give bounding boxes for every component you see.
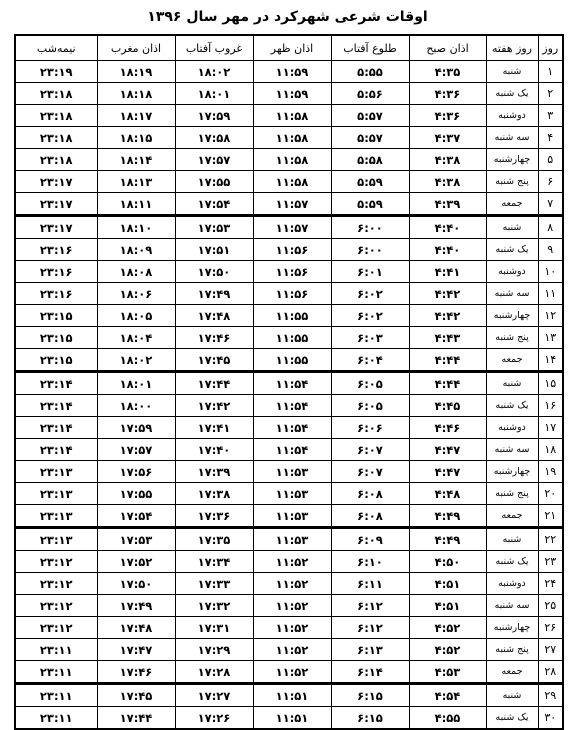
weekday-cell: یک شنبه: [486, 395, 538, 417]
sunrise-cell: ۶:۱۲: [331, 595, 409, 617]
sunset-cell: ۱۷:۵۹: [175, 105, 253, 127]
midnight-cell: ۲۳:۱۶: [15, 261, 97, 283]
weekday-cell: شنبه: [486, 528, 538, 551]
sunrise-cell: ۶:۱۴: [331, 661, 409, 684]
table-row: [15, 483, 563, 505]
dhuhr-cell: ۱۱:۵۶: [253, 239, 331, 261]
sunset-cell: ۱۷:۵۳: [175, 216, 253, 239]
midnight-cell: ۲۳:۱۱: [15, 707, 97, 730]
midnight-cell: ۲۳:۱۱: [15, 684, 97, 707]
sunrise-cell: ۶:۰۲: [331, 283, 409, 305]
fajr-cell: ۴:۳۹: [409, 193, 486, 216]
sunrise-cell: ۶:۰۰: [331, 239, 409, 261]
sunset-cell: ۱۷:۲۸: [175, 661, 253, 684]
weekday-cell: شنبه: [486, 61, 538, 83]
weekday-cell: جمعه: [486, 505, 538, 528]
sunrise-cell: ۶:۰۴: [331, 349, 409, 372]
sunrise-cell: ۶:۰۷: [331, 439, 409, 461]
sunrise-cell: ۵:۵۸: [331, 149, 409, 171]
midnight-cell: ۲۳:۱۸: [15, 105, 97, 127]
sunset-cell: ۱۷:۵۴: [175, 193, 253, 216]
weekday-cell: پنج شنبه: [486, 639, 538, 661]
weekday-cell: چهارشنبه: [486, 149, 538, 171]
sunrise-cell: ۶:۰۱: [331, 261, 409, 283]
maghrib-cell: ۱۸:۱۳: [97, 171, 175, 193]
table-row: [15, 216, 563, 239]
dhuhr-cell: ۱۱:۵۱: [253, 684, 331, 707]
sunset-cell: ۱۸:۰۱: [175, 83, 253, 105]
weekday-cell: یک شنبه: [486, 707, 538, 730]
dhuhr-cell: ۱۱:۵۴: [253, 439, 331, 461]
day-cell: ۲۰: [538, 483, 563, 505]
maghrib-cell: ۱۷:۵۲: [97, 551, 175, 573]
maghrib-cell: ۱۷:۵۴: [97, 505, 175, 528]
day-cell: ۲۸: [538, 661, 563, 684]
midnight-cell: ۲۳:۱۲: [15, 617, 97, 639]
day-cell: ۲۷: [538, 639, 563, 661]
weekday-cell: یک شنبه: [486, 83, 538, 105]
fajr-cell: ۴:۳۵: [409, 61, 486, 83]
sunset-cell: ۱۷:۳۹: [175, 461, 253, 483]
day-cell: ۱۲: [538, 305, 563, 327]
day-cell: ۲۴: [538, 573, 563, 595]
day-cell: ۲۱: [538, 505, 563, 528]
sunset-cell: ۱۸:۰۲: [175, 61, 253, 83]
midnight-cell: ۲۳:۱۱: [15, 639, 97, 661]
table-row: [15, 193, 563, 216]
fajr-cell: ۴:۵۵: [409, 707, 486, 730]
dhuhr-cell: ۱۱:۵۷: [253, 193, 331, 216]
sunset-cell: ۱۷:۴۰: [175, 439, 253, 461]
header-sunset: غروب آفتاب: [175, 35, 253, 61]
maghrib-cell: ۱۷:۵۰: [97, 573, 175, 595]
midnight-cell: ۲۳:۱۶: [15, 283, 97, 305]
table-row: [15, 551, 563, 573]
sunset-cell: ۱۷:۴۵: [175, 349, 253, 372]
sunrise-cell: ۶:۰۹: [331, 528, 409, 551]
fajr-cell: ۴:۴۸: [409, 483, 486, 505]
sunset-cell: ۱۷:۵۰: [175, 261, 253, 283]
maghrib-cell: ۱۷:۵۶: [97, 461, 175, 483]
header-weekday: روز هفته: [486, 35, 538, 61]
dhuhr-cell: ۱۱:۵۲: [253, 661, 331, 684]
sunset-cell: ۱۷:۲۷: [175, 684, 253, 707]
dhuhr-cell: ۱۱:۵۲: [253, 551, 331, 573]
sunrise-cell: ۶:۱۲: [331, 617, 409, 639]
midnight-cell: ۲۳:۱۶: [15, 239, 97, 261]
midnight-cell: ۲۳:۱۵: [15, 327, 97, 349]
weekday-cell: جمعه: [486, 193, 538, 216]
weekday-cell: یک شنبه: [486, 239, 538, 261]
maghrib-cell: ۱۸:۱۸: [97, 83, 175, 105]
fajr-cell: ۴:۴۶: [409, 417, 486, 439]
dhuhr-cell: ۱۱:۵۴: [253, 372, 331, 395]
sunrise-cell: ۵:۵۶: [331, 83, 409, 105]
table-row: [15, 505, 563, 528]
weekday-cell: دوشنبه: [486, 261, 538, 283]
sunrise-cell: ۶:۱۵: [331, 707, 409, 730]
sunset-cell: ۱۷:۳۱: [175, 617, 253, 639]
weekday-cell: چهارشنبه: [486, 305, 538, 327]
midnight-cell: ۲۳:۱۳: [15, 483, 97, 505]
table-row: [15, 639, 563, 661]
dhuhr-cell: ۱۱:۵۵: [253, 327, 331, 349]
midnight-cell: ۲۳:۱۴: [15, 439, 97, 461]
day-cell: ۵: [538, 149, 563, 171]
fajr-cell: ۴:۴۵: [409, 395, 486, 417]
table-row: [15, 661, 563, 684]
midnight-cell: ۲۳:۱۷: [15, 216, 97, 239]
sunset-cell: ۱۷:۲۹: [175, 639, 253, 661]
table-row: [15, 127, 563, 149]
maghrib-cell: ۱۸:۱۷: [97, 105, 175, 127]
day-cell: ۲۲: [538, 528, 563, 551]
sunrise-cell: ۵:۵۷: [331, 127, 409, 149]
dhuhr-cell: ۱۱:۵۴: [253, 417, 331, 439]
maghrib-cell: ۱۸:۱۰: [97, 216, 175, 239]
sunset-cell: ۱۷:۴۲: [175, 395, 253, 417]
weekday-cell: دوشنبه: [486, 573, 538, 595]
header-maghrib: اذان مغرب: [97, 35, 175, 61]
sunrise-cell: ۶:۰۸: [331, 505, 409, 528]
midnight-cell: ۲۳:۱۷: [15, 171, 97, 193]
day-cell: ۷: [538, 193, 563, 216]
dhuhr-cell: ۱۱:۵۶: [253, 283, 331, 305]
header-dhuhr: اذان ظهر: [253, 35, 331, 61]
maghrib-cell: ۱۸:۱۹: [97, 61, 175, 83]
maghrib-cell: ۱۷:۵۳: [97, 528, 175, 551]
maghrib-cell: ۱۸:۰۱: [97, 372, 175, 395]
dhuhr-cell: ۱۱:۵۸: [253, 127, 331, 149]
table-row: [15, 617, 563, 639]
weekday-cell: پنج شنبه: [486, 327, 538, 349]
maghrib-cell: ۱۸:۰۸: [97, 261, 175, 283]
table-row: [15, 83, 563, 105]
weekday-cell: دوشنبه: [486, 105, 538, 127]
dhuhr-cell: ۱۱:۵۸: [253, 149, 331, 171]
sunrise-cell: ۶:۱۱: [331, 573, 409, 595]
maghrib-cell: ۱۸:۰۹: [97, 239, 175, 261]
day-cell: ۲۳: [538, 551, 563, 573]
maghrib-cell: ۱۷:۴۹: [97, 595, 175, 617]
sunset-cell: ۱۷:۳۵: [175, 528, 253, 551]
weekday-cell: شنبه: [486, 372, 538, 395]
fajr-cell: ۴:۵۲: [409, 639, 486, 661]
sunrise-cell: ۶:۱۳: [331, 639, 409, 661]
header-day: روز: [538, 35, 563, 61]
midnight-cell: ۲۳:۱۴: [15, 417, 97, 439]
dhuhr-cell: ۱۱:۵۲: [253, 639, 331, 661]
header-sunrise: طلوع آفتاب: [331, 35, 409, 61]
sunrise-cell: ۶:۰۵: [331, 372, 409, 395]
sunset-cell: ۱۷:۵۸: [175, 127, 253, 149]
day-cell: ۹: [538, 239, 563, 261]
day-cell: ۳۰: [538, 707, 563, 730]
sunset-cell: ۱۷:۴۶: [175, 327, 253, 349]
sunrise-cell: ۶:۰۳: [331, 327, 409, 349]
sunset-cell: ۱۷:۴۸: [175, 305, 253, 327]
weekday-cell: چهارشنبه: [486, 461, 538, 483]
fajr-cell: ۴:۳۸: [409, 171, 486, 193]
sunrise-cell: ۶:۱۰: [331, 551, 409, 573]
dhuhr-cell: ۱۱:۵۳: [253, 461, 331, 483]
fajr-cell: ۴:۴۹: [409, 505, 486, 528]
table-row: [15, 684, 563, 707]
table-row: [15, 149, 563, 171]
table-row: [15, 528, 563, 551]
fajr-cell: ۴:۵۲: [409, 617, 486, 639]
fajr-cell: ۴:۵۳: [409, 661, 486, 684]
fajr-cell: ۴:۵۰: [409, 551, 486, 573]
dhuhr-cell: ۱۱:۵۷: [253, 216, 331, 239]
dhuhr-cell: ۱۱:۵۹: [253, 83, 331, 105]
table-row: [15, 239, 563, 261]
weekday-cell: یک شنبه: [486, 551, 538, 573]
day-cell: ۱۸: [538, 439, 563, 461]
dhuhr-cell: ۱۱:۵۸: [253, 171, 331, 193]
dhuhr-cell: ۱۱:۵۲: [253, 573, 331, 595]
fajr-cell: ۴:۴۲: [409, 283, 486, 305]
sunset-cell: ۱۷:۴۴: [175, 372, 253, 395]
midnight-cell: ۲۳:۱۵: [15, 305, 97, 327]
header-row: [15, 35, 563, 61]
weekday-cell: دوشنبه: [486, 417, 538, 439]
fajr-cell: ۴:۴۴: [409, 349, 486, 372]
sunset-cell: ۱۷:۵۷: [175, 149, 253, 171]
weekday-cell: پنج شنبه: [486, 483, 538, 505]
fajr-cell: ۴:۳۷: [409, 127, 486, 149]
maghrib-cell: ۱۸:۱۵: [97, 127, 175, 149]
day-cell: ۱: [538, 61, 563, 83]
midnight-cell: ۲۳:۱۹: [15, 61, 97, 83]
table-row: [15, 595, 563, 617]
fajr-cell: ۴:۴۷: [409, 439, 486, 461]
midnight-cell: ۲۳:۱۷: [15, 193, 97, 216]
page-title: اوقات شرعی شهرکرد در مهر سال ۱۳۹۶: [147, 9, 428, 25]
day-cell: ۴: [538, 127, 563, 149]
day-cell: ۶: [538, 171, 563, 193]
header-fajr: اذان صبح: [409, 35, 486, 61]
table-body: [15, 61, 563, 730]
weekday-cell: شنبه: [486, 684, 538, 707]
day-cell: ۱۰: [538, 261, 563, 283]
fajr-cell: ۴:۵۱: [409, 573, 486, 595]
table-row: [15, 417, 563, 439]
maghrib-cell: ۱۸:۰۰: [97, 395, 175, 417]
table-row: [15, 305, 563, 327]
midnight-cell: ۲۳:۱۲: [15, 595, 97, 617]
sunrise-cell: ۶:۰۷: [331, 461, 409, 483]
sunrise-cell: ۶:۰۵: [331, 395, 409, 417]
midnight-cell: ۲۳:۱۳: [15, 505, 97, 528]
midnight-cell: ۲۳:۱۲: [15, 573, 97, 595]
maghrib-cell: ۱۷:۵۵: [97, 483, 175, 505]
dhuhr-cell: ۱۱:۵۲: [253, 595, 331, 617]
day-cell: ۲۶: [538, 617, 563, 639]
midnight-cell: ۲۳:۱۵: [15, 349, 97, 372]
midnight-cell: ۲۳:۱۳: [15, 528, 97, 551]
sunrise-cell: ۶:۱۵: [331, 684, 409, 707]
day-cell: ۲۹: [538, 684, 563, 707]
table-row: [15, 372, 563, 395]
sunrise-cell: ۶:۰۰: [331, 216, 409, 239]
fajr-cell: ۴:۴۰: [409, 239, 486, 261]
weekday-cell: شنبه: [486, 216, 538, 239]
maghrib-cell: ۱۷:۴۸: [97, 617, 175, 639]
fajr-cell: ۴:۵۴: [409, 684, 486, 707]
maghrib-cell: ۱۸:۰۶: [97, 283, 175, 305]
dhuhr-cell: ۱۱:۵۹: [253, 61, 331, 83]
day-cell: ۲: [538, 83, 563, 105]
sunset-cell: ۱۷:۳۸: [175, 483, 253, 505]
fajr-cell: ۴:۳۶: [409, 83, 486, 105]
maghrib-cell: ۱۷:۵۷: [97, 439, 175, 461]
fajr-cell: ۴:۴۳: [409, 327, 486, 349]
maghrib-cell: ۱۷:۴۴: [97, 707, 175, 730]
sunset-cell: ۱۷:۳۳: [175, 573, 253, 595]
weekday-cell: جمعه: [486, 349, 538, 372]
table-row: [15, 171, 563, 193]
sunrise-cell: ۶:۰۲: [331, 305, 409, 327]
day-cell: ۱۱: [538, 283, 563, 305]
maghrib-cell: ۱۷:۴۵: [97, 684, 175, 707]
header-midnight: نیمه‌شب: [15, 35, 97, 61]
day-cell: ۱۵: [538, 372, 563, 395]
day-cell: ۱۹: [538, 461, 563, 483]
sunset-cell: ۱۷:۴۱: [175, 417, 253, 439]
table-row: [15, 439, 563, 461]
day-cell: ۱۴: [538, 349, 563, 372]
table-row: [15, 573, 563, 595]
sunset-cell: ۱۷:۳۲: [175, 595, 253, 617]
sunset-cell: ۱۷:۳۴: [175, 551, 253, 573]
maghrib-cell: ۱۸:۱۴: [97, 149, 175, 171]
weekday-cell: سه شنبه: [486, 127, 538, 149]
table-row: [15, 461, 563, 483]
maghrib-cell: ۱۷:۴۶: [97, 661, 175, 684]
sunrise-cell: ۶:۰۸: [331, 483, 409, 505]
midnight-cell: ۲۳:۱۳: [15, 461, 97, 483]
dhuhr-cell: ۱۱:۵۱: [253, 707, 331, 730]
midnight-cell: ۲۳:۱۸: [15, 149, 97, 171]
sunrise-cell: ۵:۵۹: [331, 171, 409, 193]
sunrise-cell: ۵:۵۷: [331, 105, 409, 127]
weekday-cell: سه شنبه: [486, 283, 538, 305]
dhuhr-cell: ۱۱:۵۵: [253, 349, 331, 372]
fajr-cell: ۴:۴۹: [409, 528, 486, 551]
sunset-cell: ۱۷:۳۶: [175, 505, 253, 528]
table-row: [15, 707, 563, 730]
dhuhr-cell: ۱۱:۵۳: [253, 483, 331, 505]
weekday-cell: سه شنبه: [486, 595, 538, 617]
dhuhr-cell: ۱۱:۵۳: [253, 528, 331, 551]
table-row: [15, 395, 563, 417]
fajr-cell: ۴:۴۷: [409, 461, 486, 483]
midnight-cell: ۲۳:۱۴: [15, 372, 97, 395]
fajr-cell: ۴:۴۰: [409, 216, 486, 239]
dhuhr-cell: ۱۱:۵۴: [253, 395, 331, 417]
sunrise-cell: ۶:۰۶: [331, 417, 409, 439]
table-row: [15, 349, 563, 372]
table-row: [15, 105, 563, 127]
maghrib-cell: ۱۸:۰۲: [97, 349, 175, 372]
table-row: [15, 283, 563, 305]
maghrib-cell: ۱۷:۴۷: [97, 639, 175, 661]
dhuhr-cell: ۱۱:۵۲: [253, 617, 331, 639]
dhuhr-cell: ۱۱:۵۶: [253, 261, 331, 283]
midnight-cell: ۲۳:۱۸: [15, 83, 97, 105]
sunset-cell: ۱۷:۵۱: [175, 239, 253, 261]
table-row: [15, 61, 563, 83]
day-cell: ۲۵: [538, 595, 563, 617]
fajr-cell: ۴:۵۱: [409, 595, 486, 617]
fajr-cell: ۴:۴۱: [409, 261, 486, 283]
day-cell: ۸: [538, 216, 563, 239]
midnight-cell: ۲۳:۱۸: [15, 127, 97, 149]
weekday-cell: پنج شنبه: [486, 171, 538, 193]
sunset-cell: ۱۷:۴۹: [175, 283, 253, 305]
midnight-cell: ۲۳:۱۴: [15, 395, 97, 417]
sunset-cell: ۱۷:۵۵: [175, 171, 253, 193]
fajr-cell: ۴:۳۸: [409, 149, 486, 171]
day-cell: ۱۳: [538, 327, 563, 349]
table-row: [15, 261, 563, 283]
fajr-cell: ۴:۴۲: [409, 305, 486, 327]
day-cell: ۳: [538, 105, 563, 127]
sunrise-cell: ۵:۵۹: [331, 193, 409, 216]
weekday-cell: چهارشنبه: [486, 617, 538, 639]
sunset-cell: ۱۷:۲۶: [175, 707, 253, 730]
prayer-times-table: [14, 34, 564, 730]
table-row: [15, 327, 563, 349]
fajr-cell: ۴:۴۴: [409, 372, 486, 395]
day-cell: ۱۷: [538, 417, 563, 439]
day-cell: ۱۶: [538, 395, 563, 417]
maghrib-cell: ۱۷:۵۹: [97, 417, 175, 439]
maghrib-cell: ۱۸:۱۱: [97, 193, 175, 216]
maghrib-cell: ۱۸:۰۵: [97, 305, 175, 327]
sunrise-cell: ۵:۵۵: [331, 61, 409, 83]
dhuhr-cell: ۱۱:۵۳: [253, 505, 331, 528]
maghrib-cell: ۱۸:۰۴: [97, 327, 175, 349]
midnight-cell: ۲۳:۱۲: [15, 551, 97, 573]
dhuhr-cell: ۱۱:۵۸: [253, 105, 331, 127]
weekday-cell: سه شنبه: [486, 439, 538, 461]
weekday-cell: جمعه: [486, 661, 538, 684]
fajr-cell: ۴:۳۶: [409, 105, 486, 127]
dhuhr-cell: ۱۱:۵۵: [253, 305, 331, 327]
midnight-cell: ۲۳:۱۱: [15, 661, 97, 684]
